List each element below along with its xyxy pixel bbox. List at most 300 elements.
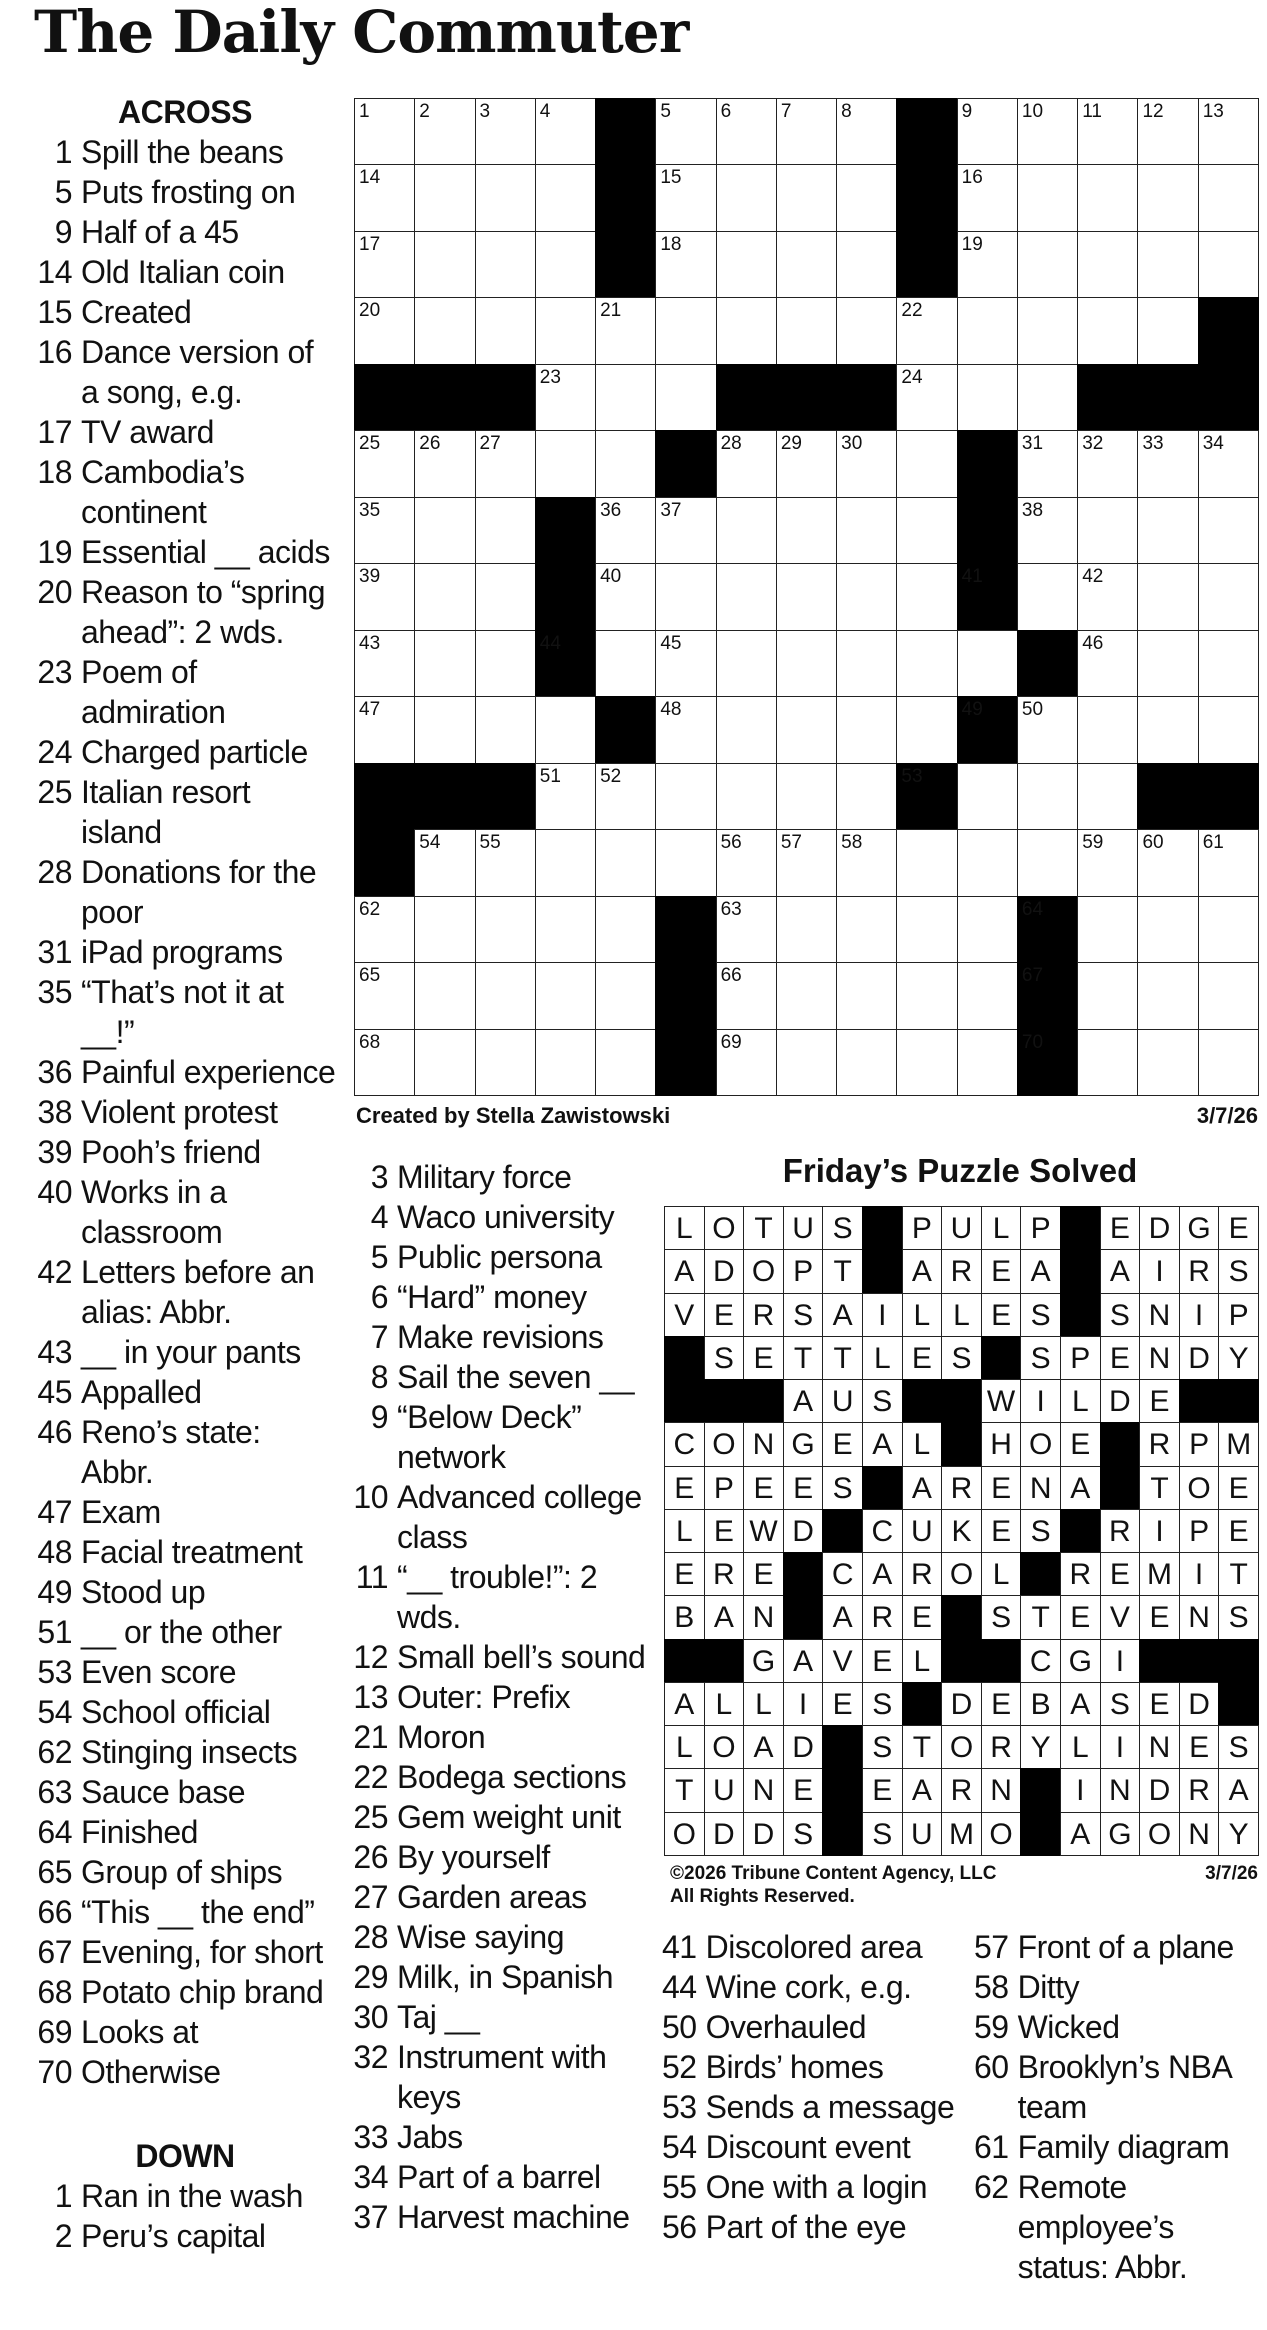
grid-cell[interactable] [414,231,475,298]
grid-cell[interactable] [896,430,957,497]
solution-letter: C [822,1552,863,1596]
clue-number: 36 [37,1054,72,1090]
grid-cell[interactable] [836,563,897,630]
solution-letter: S [1100,1293,1141,1337]
solution-letter: D [704,1812,745,1856]
clue-text: By yourself [397,1839,550,1875]
solution-letter: C [862,1509,903,1553]
grid-cell[interactable] [1077,297,1138,364]
grid-cell[interactable] [776,1029,837,1096]
grid-cell[interactable] [354,297,415,364]
grid-cell[interactable] [1077,430,1138,497]
clue-2-down [34,2216,336,2256]
grid-cell[interactable] [957,896,1018,963]
cell-number: 8 [841,101,852,122]
grid-cell[interactable] [475,563,536,630]
grid-cell[interactable] [354,430,415,497]
grid-cell[interactable] [1077,696,1138,763]
grid-cell[interactable] [836,630,897,697]
solution-letter: A [902,1249,943,1293]
clue-number: 35 [37,974,72,1010]
solution-black-square [1020,1812,1061,1856]
clue-50-down [662,2007,962,2047]
grid-cell[interactable] [836,231,897,298]
grid-cell[interactable] [595,297,656,364]
grid-cell[interactable] [1137,497,1198,564]
grid-cell[interactable] [1137,896,1198,963]
grid-cell[interactable] [595,497,656,564]
cell-number: 11 [1082,101,1102,122]
solution-letter: T [822,1336,863,1380]
grid-cell[interactable] [535,297,596,364]
clue-number: 64 [37,1814,72,1850]
solution-black-square [1020,1552,1061,1596]
clue-text: “Hard” money [397,1279,587,1315]
grid-cell[interactable] [776,896,837,963]
grid-cell[interactable] [1017,430,1078,497]
grid-cell[interactable] [1077,630,1138,697]
solution-black-square [1100,1422,1141,1466]
grid-cell[interactable] [1198,896,1259,963]
grid-cell[interactable] [1198,98,1259,165]
grid-cell[interactable] [535,829,596,896]
solution-letter: E [783,1768,824,1812]
grid-cell[interactable] [655,563,716,630]
clue-text: Jabs [397,2119,463,2155]
clue-text: Small bell’s sound [397,1639,646,1675]
grid-cell[interactable] [836,962,897,1029]
grid-cell[interactable] [896,1029,957,1096]
grid-cell[interactable] [655,497,716,564]
grid-cell[interactable] [1017,497,1078,564]
grid-cell[interactable] [776,630,837,697]
grid-cell[interactable] [896,364,957,431]
solution-black-square [1060,1206,1101,1250]
grid-cell[interactable] [1198,829,1259,896]
grid-cell[interactable] [1077,98,1138,165]
clue-text: Spill the beans [81,134,284,170]
grid-cell[interactable] [957,630,1018,697]
grid-cell[interactable] [1198,563,1259,630]
puzzle-date: 3/7/26 [1196,1103,1258,1128]
grid-cell[interactable] [716,497,777,564]
grid-cell[interactable] [475,896,536,963]
clue-61-down [974,2127,1264,2167]
grid-cell[interactable] [896,630,957,697]
solution-letter: E [664,1466,705,1510]
grid-cell[interactable] [1077,763,1138,830]
grid-cell[interactable] [414,430,475,497]
grid-cell[interactable] [414,1029,475,1096]
cell-number: 21 [600,300,622,322]
clue-number: 5 [370,1239,388,1275]
clue-text: Reason to “spring ahead”: 2 wds. [81,574,326,650]
grid-cell[interactable] [1017,164,1078,231]
clue-number: 24 [37,734,72,770]
clue-59-down [974,2007,1264,2047]
grid-cell[interactable] [776,563,837,630]
grid-cell[interactable] [1017,231,1078,298]
black-square [1017,962,1078,1029]
grid-cell[interactable] [1017,829,1078,896]
grid-cell[interactable] [836,896,897,963]
grid-cell[interactable] [414,962,475,1029]
grid-cell[interactable] [655,829,716,896]
grid-cell[interactable] [836,1029,897,1096]
cell-number: 26 [419,433,441,455]
grid-cell[interactable] [595,829,656,896]
clue-number: 10 [353,1479,388,1515]
grid-cell[interactable] [595,896,656,963]
clue-number: 17 [37,414,72,450]
grid-cell[interactable] [957,1029,1018,1096]
grid-cell[interactable] [1077,829,1138,896]
grid-cell[interactable] [776,497,837,564]
grid-cell[interactable] [716,696,777,763]
grid-cell[interactable] [1198,962,1259,1029]
grid-cell[interactable] [595,430,656,497]
grid-cell[interactable] [1198,164,1259,231]
grid-cell[interactable] [1077,497,1138,564]
clue-47-across [34,1492,336,1532]
grid-cell[interactable] [1137,430,1198,497]
clue-text: Looks at [81,2014,198,2050]
solution-letter: R [941,1768,982,1812]
solution-letter: E [981,1682,1022,1726]
grid-cell[interactable] [354,164,415,231]
grid-cell[interactable] [475,430,536,497]
grid-cell[interactable] [957,297,1018,364]
clue-number: 49 [37,1574,72,1610]
grid-cell[interactable] [1017,98,1078,165]
solution-letter: M [1218,1422,1259,1466]
grid-cell[interactable] [535,364,596,431]
grid-cell[interactable] [354,696,415,763]
grid-cell[interactable] [535,896,596,963]
clue-text: Gem weight unit [397,1799,621,1835]
grid-cell[interactable] [1077,962,1138,1029]
grid-cell[interactable] [1198,231,1259,298]
grid-cell[interactable] [475,164,536,231]
solution-letter: N [743,1768,784,1812]
grid-cell[interactable] [1137,696,1198,763]
grid-cell[interactable] [354,1029,415,1096]
grid-cell[interactable] [414,164,475,231]
clue-number: 6 [370,1279,388,1315]
grid-cell[interactable] [595,364,656,431]
grid-cell[interactable] [896,297,957,364]
solution-letter: E [1218,1509,1259,1553]
solution-letter: T [664,1768,705,1812]
black-square [595,98,656,165]
clue-number: 58 [974,1969,1009,2005]
black-square [957,696,1018,763]
grid-cell[interactable] [957,763,1018,830]
grid-cell[interactable] [414,696,475,763]
grid-cell[interactable] [776,297,837,364]
clue-53-down [662,2087,962,2127]
grid-cell[interactable] [535,1029,596,1096]
cell-number: 48 [660,699,682,721]
grid-cell[interactable] [595,763,656,830]
clue-text: Make revisions [397,1319,604,1355]
grid-cell[interactable] [354,563,415,630]
grid-cell[interactable] [595,630,656,697]
grid-cell[interactable] [716,896,777,963]
solution-letter: D [1100,1379,1141,1423]
clue-number: 66 [37,1894,72,1930]
grid-cell[interactable] [776,430,837,497]
grid-cell[interactable] [1017,297,1078,364]
grid-cell[interactable] [655,763,716,830]
clue-55-down [662,2167,962,2207]
solution-letter: S [862,1725,903,1769]
grid-cell[interactable] [716,763,777,830]
clue-18-across [34,452,336,532]
grid-cell[interactable] [1137,98,1198,165]
grid-cell[interactable] [836,696,897,763]
grid-cell[interactable] [1137,297,1198,364]
solution-letter: T [1139,1466,1180,1510]
grid-cell[interactable] [1077,1029,1138,1096]
cell-number: 12 [1142,101,1164,122]
grid-cell[interactable] [535,164,596,231]
grid-cell[interactable] [836,430,897,497]
grid-cell[interactable] [475,829,536,896]
grid-cell[interactable] [1017,696,1078,763]
black-square [716,364,777,431]
clue-text: Peru’s capital [81,2218,266,2254]
grid-cell[interactable] [1198,497,1259,564]
grid-cell[interactable] [896,563,957,630]
solution-letter: D [1179,1336,1220,1380]
grid-cell[interactable] [1137,1029,1198,1096]
grid-cell[interactable] [957,231,1018,298]
grid-cell[interactable] [1198,696,1259,763]
grid-cell[interactable] [836,297,897,364]
grid-cell[interactable] [354,962,415,1029]
solution-letter: R [941,1249,982,1293]
grid-cell[interactable] [1137,630,1198,697]
grid-cell[interactable] [475,1029,536,1096]
grid-cell[interactable] [1137,829,1198,896]
grid-cell[interactable] [414,497,475,564]
solution-letter: P [704,1466,745,1510]
clue-number: 69 [37,2014,72,2050]
grid-cell[interactable] [1077,164,1138,231]
grid-cell[interactable] [354,231,415,298]
grid-cell[interactable] [655,630,716,697]
grid-cell[interactable] [716,829,777,896]
grid-cell[interactable] [414,98,475,165]
across-clues [34,92,336,2256]
grid-cell[interactable] [957,98,1018,165]
grid-cell[interactable] [776,763,837,830]
solution-black-square [783,1552,824,1596]
grid-cell[interactable] [655,164,716,231]
grid-cell[interactable] [1077,563,1138,630]
grid-cell[interactable] [1017,763,1078,830]
grid-cell[interactable] [1198,430,1259,497]
clue-text: Sauce base [81,1774,246,1810]
grid-cell[interactable] [475,231,536,298]
grid-cell[interactable] [836,763,897,830]
grid-cell[interactable] [1077,896,1138,963]
solution-black-square [941,1379,982,1423]
grid-cell[interactable] [475,297,536,364]
cell-number: 57 [780,832,802,854]
cell-number: 50 [1021,699,1044,721]
solution-letter: V [664,1293,705,1337]
clue-text: Discount event [705,2129,911,2165]
grid-cell[interactable] [475,962,536,1029]
grid-cell[interactable] [1017,563,1078,630]
solution-letter: O [941,1725,982,1769]
grid-cell[interactable] [716,430,777,497]
grid-cell[interactable] [655,364,716,431]
cell-number: 13 [1202,101,1224,122]
solution-letter: B [1020,1682,1061,1726]
grid-cell[interactable] [1137,231,1198,298]
grid-cell[interactable] [836,164,897,231]
solution-letter: E [822,1682,863,1726]
cell-number: 6 [720,101,732,122]
grid-cell[interactable] [776,962,837,1029]
solution-letter: S [783,1812,824,1856]
grid-cell[interactable] [957,364,1018,431]
grid-cell[interactable] [414,630,475,697]
grid-cell[interactable] [836,497,897,564]
solution-letter: L [743,1682,784,1726]
grid-cell[interactable] [716,164,777,231]
cell-number: 68 [359,1031,381,1053]
solution-letter: N [1100,1768,1141,1812]
grid-cell[interactable] [1017,364,1078,431]
grid-cell[interactable] [414,829,475,896]
clue-65-across [34,1852,336,1892]
solution-letter: A [783,1639,824,1683]
grid-cell[interactable] [414,563,475,630]
clue-text: Discolored area [705,1929,923,1965]
grid-cell[interactable] [957,164,1018,231]
clue-19-across [34,532,336,572]
cell-number: 18 [660,233,682,255]
clue-number: 22 [353,1759,388,1795]
grid-cell[interactable] [836,829,897,896]
grid-cell[interactable] [776,829,837,896]
puzzle-title: The Daily Commuter [34,0,689,66]
grid-cell[interactable] [716,563,777,630]
grid-cell[interactable] [836,98,897,165]
grid-cell[interactable] [716,962,777,1029]
solution-letter: T [902,1725,943,1769]
solution-letter: O [1139,1812,1180,1856]
black-square [1017,1029,1078,1096]
grid-cell[interactable] [776,164,837,231]
grid-cell[interactable] [655,696,716,763]
solution-letter: I [783,1682,824,1726]
grid-cell[interactable] [354,98,415,165]
clue-number: 57 [974,1929,1009,1965]
grid-cell[interactable] [776,98,837,165]
clue-number: 52 [662,2049,697,2085]
clue-1-across [34,132,336,172]
grid-cell[interactable] [896,497,957,564]
grid-cell[interactable] [475,630,536,697]
clue-number: 18 [37,454,72,490]
cell-number: 63 [720,898,742,920]
clue-16-across [34,332,336,412]
grid-cell[interactable] [354,497,415,564]
grid-cell[interactable] [896,696,957,763]
grid-cell[interactable] [716,630,777,697]
grid-cell[interactable] [957,829,1018,896]
solution-letter: R [1179,1249,1220,1293]
solution-letter: D [743,1812,784,1856]
grid-cell[interactable] [595,962,656,1029]
grid-cell[interactable] [655,297,716,364]
clue-38-across [34,1092,336,1132]
grid-cell[interactable] [535,430,596,497]
grid-cell[interactable] [535,763,596,830]
grid-cell[interactable] [655,231,716,298]
grid-cell[interactable] [414,896,475,963]
grid-cell[interactable] [475,497,536,564]
black-square [957,430,1018,497]
grid-cell[interactable] [1198,1029,1259,1096]
grid-cell[interactable] [655,98,716,165]
grid-cell[interactable] [896,829,957,896]
grid-cell[interactable] [1077,231,1138,298]
clue-64-across [34,1812,336,1852]
grid-cell[interactable] [414,297,475,364]
grid-cell[interactable] [716,98,777,165]
grid-cell[interactable] [595,563,656,630]
grid-cell[interactable] [776,231,837,298]
grid-cell[interactable] [1137,962,1198,1029]
grid-cell[interactable] [1198,630,1259,697]
grid-cell[interactable] [1137,164,1198,231]
solution-letter: A [1100,1249,1141,1293]
cell-number: 33 [1142,433,1164,455]
clue-text: Poem of admiration [81,654,226,730]
grid-cell[interactable] [896,962,957,1029]
grid-cell[interactable] [475,696,536,763]
grid-cell[interactable] [354,630,415,697]
black-square [655,896,716,963]
grid-cell[interactable] [535,696,596,763]
grid-cell[interactable] [535,231,596,298]
grid-cell[interactable] [896,896,957,963]
grid-cell[interactable] [535,98,596,165]
grid-cell[interactable] [475,98,536,165]
grid-cell[interactable] [716,1029,777,1096]
grid-cell[interactable] [1137,563,1198,630]
grid-cell[interactable] [354,896,415,963]
solution-letter: P [1218,1293,1259,1337]
grid-cell[interactable] [595,1029,656,1096]
grid-cell[interactable] [716,231,777,298]
grid-cell[interactable] [716,297,777,364]
solution-letter: V [1100,1595,1141,1639]
grid-cell[interactable] [957,962,1018,1029]
solution-letter: R [902,1552,943,1596]
clue-number: 70 [37,2054,72,2090]
grid-cell[interactable] [776,696,837,763]
solution-black-square [981,1639,1022,1683]
solution-letter: S [981,1595,1022,1639]
grid-cell[interactable] [535,962,596,1029]
